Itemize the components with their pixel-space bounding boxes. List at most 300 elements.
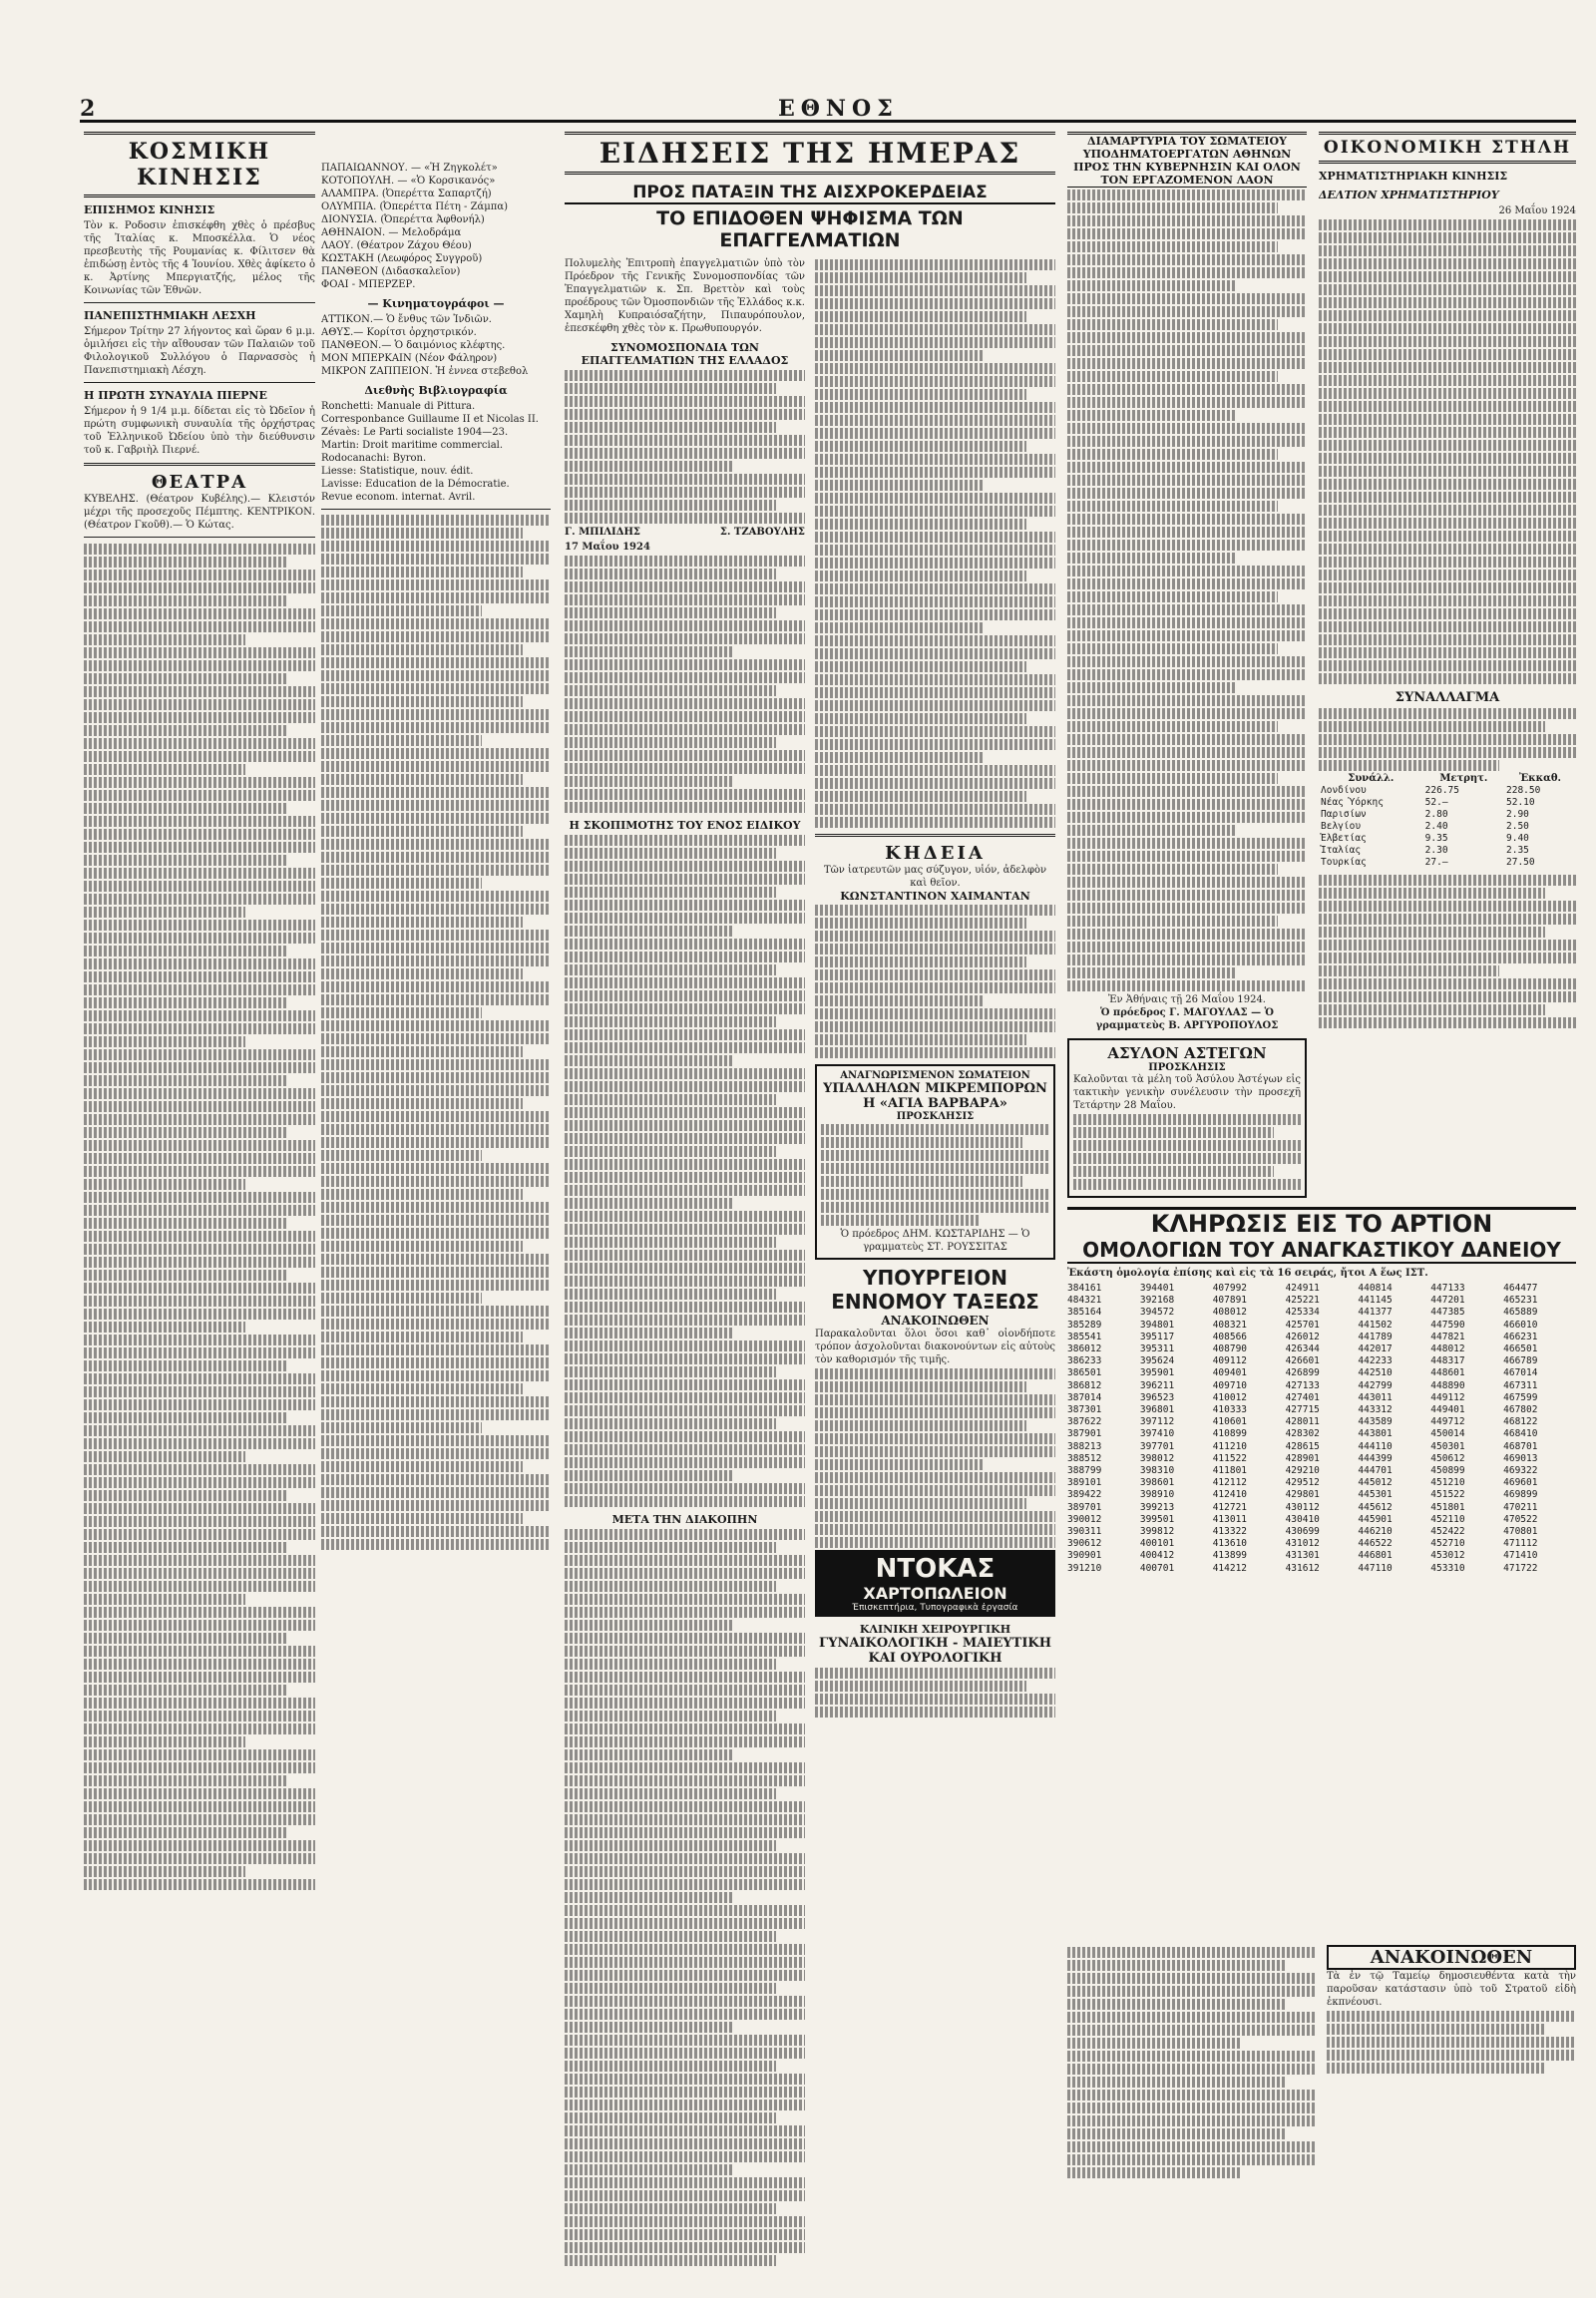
- cinema-list: [321, 313, 551, 378]
- body-text-block: [565, 1529, 805, 2266]
- divider: [84, 463, 315, 466]
- divider: [84, 537, 315, 538]
- notice-heading: ΑΝΑΚΟΙΝΩΘΕΝ: [1327, 1945, 1576, 1970]
- loan-number: 387622: [1067, 1416, 1102, 1428]
- stationery-ad: [815, 1550, 1055, 1617]
- loan-number: 400412: [1139, 1550, 1175, 1562]
- body-text-block: [321, 515, 551, 1550]
- loan-number: 470522: [1503, 1513, 1538, 1525]
- loan-number: 451210: [1430, 1477, 1465, 1489]
- news-kicker: ΕΙΔΗΣΕΙΣ ΤΗΣ ΗΜΕΡΑΣ: [565, 132, 1055, 175]
- loan-number: 431301: [1285, 1550, 1320, 1562]
- fx-cell: 52.—: [1424, 797, 1448, 808]
- body-text-block: [815, 259, 1055, 828]
- news-left-column: [565, 257, 805, 2266]
- loan-number: 397112: [1139, 1416, 1175, 1428]
- body-text-block: [815, 1368, 1055, 1548]
- loan-number: 399812: [1139, 1526, 1175, 1538]
- fx-cell: 2.80: [1424, 809, 1448, 820]
- loan-number: 468701: [1503, 1440, 1538, 1452]
- loan-number: 445612: [1358, 1501, 1393, 1513]
- loan-number: 428901: [1285, 1452, 1320, 1464]
- loan-number: 448890: [1430, 1379, 1465, 1391]
- programme-item: ΠΑΠΑΙΩΑΝΝΟΥ. — «Ἡ Ζηγκολέτ»: [321, 163, 498, 174]
- official-movement-text: Τὸν κ. Ροδοσιν ἐπισκέφθη χθὲς ὁ πρέσβυς τῆς Ἰταλίας κ. Μποσκέλλα. Ὁ νέος πρεσβευτὴς τῆς Ρουμανίας κ. Φίλιτσεν θὰ ἐπιδώσῃ ἐντὸς τῆς 4 Ἰουνίου. Χθὲς ἀφίκετο ὁ κ. Ἀρτίνης Μπεργιατζής, μέλος τῆς Κοινωνίας τῶν Ἐθνῶν.: [84, 220, 315, 296]
- cinema-item: ΑΤΤΙΚΟΝ.— Ὁ ἔνθυς τῶν Ἰνδιῶν.: [321, 314, 492, 325]
- body-text-block: [821, 1124, 1049, 1226]
- body-text-block: [1319, 875, 1576, 1028]
- loan-number: 427133: [1285, 1379, 1320, 1391]
- column-economy: [1319, 132, 1576, 1209]
- fx-row: [1319, 857, 1576, 869]
- loan-number: 450014: [1430, 1428, 1465, 1440]
- loan-number: 386233: [1067, 1355, 1102, 1367]
- society-title: ΚΟΣΜΙΚΗ ΚΙΝΗΣΙΣ: [84, 132, 315, 197]
- bulletin-date: 26 Μαΐου 1924: [1498, 205, 1576, 216]
- loan-number: 385541: [1067, 1331, 1102, 1342]
- newspaper-name: ΕΘΝΟΣ: [778, 96, 899, 122]
- body-text-block: [815, 1668, 1055, 1718]
- loan-number: 413322: [1212, 1526, 1248, 1538]
- fx-cell: 228.50: [1506, 785, 1541, 796]
- loan-number: 464477: [1503, 1283, 1538, 1294]
- loan-title-1: ΚΛΗΡΩΣΙΣ ΕΙΣ ΤΟ ΑΡΤΙΟΝ: [1067, 1207, 1576, 1238]
- loan-number: 408321: [1212, 1319, 1248, 1331]
- loan-number: 398310: [1139, 1465, 1175, 1477]
- body-text-block: [1327, 2011, 1576, 2074]
- loan-number: 388512: [1067, 1452, 1102, 1464]
- loan-number: 449401: [1430, 1404, 1465, 1416]
- loan-number: 385289: [1067, 1319, 1102, 1331]
- asylum-call: ΠΡΟΣΚΛΗΣΙΣ: [1148, 1062, 1226, 1073]
- news-right-column: [815, 257, 1055, 2266]
- bibliography-item: Zévaès: Le Parti socialiste 1904—23.: [321, 427, 509, 438]
- loan-number: 425221: [1285, 1295, 1320, 1307]
- programme-item: ΟΛΥΜΠΙΑ. (Ὀπερέττα Πέτη - Ζάμπα): [321, 201, 509, 212]
- fx-col-header: Ἐκκαθ.: [1518, 773, 1561, 784]
- loan-number: 453310: [1430, 1562, 1465, 1574]
- loan-number: 386012: [1067, 1343, 1102, 1355]
- body-text-block: [84, 544, 315, 1890]
- loan-number: 446522: [1358, 1538, 1393, 1550]
- funeral-name: ΚΩΝΣΤΑΝΤΙΝΟΝ ΧΑΙΜΑΝΤΑΝ: [840, 890, 1030, 903]
- loan-number: 412112: [1212, 1477, 1248, 1489]
- loan-number: 426012: [1285, 1331, 1320, 1342]
- fx-heading: ΣΥΝΑΛΛΑΓΜΑ: [1395, 690, 1500, 705]
- loan-number: 392168: [1139, 1295, 1175, 1307]
- fx-cell: 2.40: [1424, 821, 1448, 832]
- loan-number: 451522: [1430, 1489, 1465, 1501]
- loan-number: 442017: [1358, 1343, 1393, 1355]
- university-club-text: Σήμερον Τρίτην 27 λήγοντος καὶ ὥραν 6 μ.μ. ὁμιλήσει εἰς τὴν αἴθουσαν τῶν Παλαιῶν τοῦ Φιλολογικοῦ Συλλόγου ὁ Παρνασσὸς ἡ Πανεπιστημιακὴ Λέσχη.: [84, 326, 315, 376]
- ministry-text: Παρακαλοῦνται ὅλοι ὅσοι καθ᾿ οἱονδήποτε τρόπον ἀσχολοῦνται διακονούντων εἰς αὐτοὺς τὸν καθορισμόν τῆς τιμῆς.: [815, 1329, 1055, 1365]
- loan-number: 469013: [1503, 1452, 1538, 1464]
- protest-title-1: ΔΙΑΜΑΡΤΥΡΙΑ ΤΟΥ ΣΩΜΑΤΕΙΟΥ: [1067, 132, 1307, 148]
- loan-number: 394572: [1139, 1307, 1175, 1319]
- divider: [815, 834, 1055, 837]
- loan-number: 430112: [1285, 1501, 1320, 1513]
- loan-number: 484321: [1067, 1295, 1102, 1307]
- loan-number: 445012: [1358, 1477, 1393, 1489]
- fx-cell: 9.35: [1424, 833, 1448, 844]
- loan-number: 446210: [1358, 1526, 1393, 1538]
- loan-number: 450301: [1430, 1440, 1465, 1452]
- union-call: ΠΡΟΣΚΛΗΣΙΣ: [896, 1111, 975, 1122]
- signatory-1: Γ. ΜΠΙΛΙΔΗΣ: [565, 527, 640, 538]
- programme-item: ΑΛΑΜΠΡΑ. (Ὀπερέττα Σαπαρτζή): [321, 189, 492, 199]
- loan-number: 469601: [1503, 1477, 1538, 1489]
- loan-number: 467802: [1503, 1404, 1538, 1416]
- loan-number: 430410: [1285, 1513, 1320, 1525]
- loan-number: 400701: [1139, 1562, 1175, 1574]
- specialist-heading: Η ΣΚΟΠΙΜΟΤΗΣ ΤΟΥ ΕΝΟΣ ΕΙΔΙΚΟΥ: [569, 819, 801, 832]
- loan-number: 450612: [1430, 1452, 1465, 1464]
- theatre-text: ΚΥΒΕΛΗΣ. (Θέατρον Κυβέλης).— Κλειστόν μέχρι τῆς προσεχοῦς Πέμπτης. ΚΕΝΤΡΙΚΟΝ. (Θέατρον Γκοῦθ).— Ὁ Κώτας.: [84, 494, 315, 531]
- programme-item: ΑΘΗΝΑΙΟΝ. — Μελοδράμα: [321, 227, 462, 238]
- loan-number: 444110: [1358, 1440, 1393, 1452]
- bibliography-item: Lavisse: Education de la Démocratie.: [321, 479, 510, 490]
- column-news: [565, 132, 1055, 2266]
- loan-number: 468122: [1503, 1416, 1538, 1428]
- fx-cell: Ἰταλίας: [1321, 845, 1362, 856]
- loan-number: 395901: [1139, 1367, 1175, 1379]
- loan-number: 442510: [1358, 1367, 1393, 1379]
- loan-number: 414212: [1212, 1562, 1248, 1574]
- loan-number: 452422: [1430, 1526, 1465, 1538]
- loan-number: 389101: [1067, 1477, 1102, 1489]
- loan-number: 452110: [1430, 1513, 1465, 1525]
- cinema-item: ΠΑΝΘΕΟΝ.— Ὁ δαιμόνιος κλέφτης.: [321, 340, 506, 351]
- loan-title-2: ΟΜΟΛΟΓΙΩΝ ΤΟΥ ΑΝΑΓΚΑΣΤΙΚΟΥ ΔΑΝΕΙΟΥ: [1067, 1238, 1576, 1264]
- loan-number: 407891: [1212, 1295, 1248, 1307]
- loan-number: 467014: [1503, 1367, 1538, 1379]
- loan-number: 408012: [1212, 1307, 1248, 1319]
- bibliography-heading: Διεθνὴς Βιβλιογραφία: [364, 384, 508, 397]
- loan-number: 471112: [1503, 1538, 1538, 1550]
- loan-number: 409401: [1212, 1367, 1248, 1379]
- loan-number: 429210: [1285, 1465, 1320, 1477]
- loan-number: 400101: [1139, 1538, 1175, 1550]
- divider: [84, 382, 315, 383]
- news-lead-text: Πολυμελὴς Ἐπιτροπὴ ἐπαγγελματιῶν ὑπὸ τὸν Πρόεδρον τῆς Γενικῆς Συνομοσπονδίας τῶν Ἐπαγγελματιῶν κ. Σπ. Βρεττὸν καὶ τοὺς προέδρους τῶν Ὀμοσπονδιῶν τῆς Ἑλλάδος κ.κ. Χαμηλὴ Κυπραιόσαζήτην, Πιπαυρόπουλον, ἐπεσκέφθη χθὲς τὸν κ. Πρωθυπουργόν.: [565, 258, 805, 334]
- body-text-block: [565, 556, 805, 813]
- fx-cell: Νέας Ὑόρκης: [1321, 797, 1384, 808]
- loan-number: 391210: [1067, 1562, 1102, 1574]
- fx-cell: Ἑλβετίας: [1321, 833, 1367, 844]
- fx-cell: Βελγίου: [1321, 821, 1362, 832]
- loan-number: 424911: [1285, 1283, 1320, 1294]
- fx-cell: 2.90: [1506, 809, 1529, 820]
- protest-date: Ἐν Ἀθήναις τῇ 26 Μαΐου 1924.: [1108, 994, 1266, 1005]
- loan-number: 396211: [1139, 1379, 1175, 1391]
- loan-number: 398910: [1139, 1489, 1175, 1501]
- loan-number: 399213: [1139, 1501, 1175, 1513]
- cinema-item: ΜΙΚΡΟΝ ΖΑΠΠΕΙΟΝ. Ἡ ἐννεα στεβεθολ: [321, 366, 529, 377]
- loan-number: 447821: [1430, 1331, 1465, 1342]
- loan-number: 468410: [1503, 1428, 1538, 1440]
- concert-heading: Η ΠΡΩΤΗ ΣΥΝΑΥΛΙΑ ΠΙΕΡΝΕ: [84, 389, 267, 402]
- asylum-notice: [1067, 1038, 1307, 1198]
- fx-header-row: [1319, 773, 1576, 785]
- loan-number: 410601: [1212, 1416, 1248, 1428]
- loan-number: 410333: [1212, 1404, 1248, 1416]
- confederation-heading: ΣΥΝΟΜΟΣΠΟΝΔΙΑ ΤΩΝ ΕΠΑΓΓΕΛΜΑΤΙΩΝ ΤΗΣ ΕΛΛΑΔΟΣ: [581, 341, 789, 367]
- loan-number: 395117: [1139, 1331, 1175, 1342]
- loan-number: 426344: [1285, 1343, 1320, 1355]
- protest-title-3: ΠΡΟΣ ΤΗΝ ΚΥΒΕΡΝΗΣΙΝ ΚΑΙ ΟΛΟΝ: [1073, 161, 1301, 174]
- loan-number: 413610: [1212, 1538, 1248, 1550]
- loan-number: 443011: [1358, 1391, 1393, 1403]
- column-programme: [321, 132, 551, 2266]
- programme-item: ΚΩΣΤΑΚΗ (Λεωφόρος Συγγροῦ): [321, 253, 483, 264]
- programme-list: [321, 162, 551, 291]
- asylum-text: Καλοῦνται τὰ μέλη τοῦ Ἀσύλου Ἀστέγων εἰς τακτικὴν γενικὴν συνέλευσιν τὴν προσεχῆ Τετάρτην 28 Μαΐου.: [1073, 1074, 1301, 1111]
- funeral-heading: ΚΗΔΕΙΑ: [885, 843, 986, 864]
- loan-number: 470801: [1503, 1526, 1538, 1538]
- loan-number: 446801: [1358, 1550, 1393, 1562]
- official-movement-heading: ΕΠΙΣΗΜΟΣ ΚΙΝΗΣΙΣ: [84, 203, 215, 216]
- loan-number: 407992: [1212, 1283, 1248, 1294]
- bottom-right-notices: [1067, 1945, 1576, 2244]
- clinic-subtitle: ΚΑΙ ΟΥΡΟΛΟΓΙΚΗ: [868, 1651, 1002, 1666]
- loan-number: 449112: [1430, 1391, 1465, 1403]
- protest-signature: Ὁ πρόεδρος Γ. ΜΑΓΟΥΛΑΣ — Ὁ γραμματεὺς Β. ΑΡΓΥΡΟΠΟΥΛΟΣ: [1095, 1007, 1279, 1031]
- concert-text: Σήμερον ἡ 9 1/4 μ.μ. δίδεται εἰς τὸ Ὠδεῖον ἡ πρώτη συμφωνικὴ συναυλία τῆς ὀρχήστρας τοῦ Ἑλληνικοῦ Ὠδείου ὑπὸ τὴν διεύθυνσιν τοῦ κ. Γαβριὴλ Πιερνέ.: [84, 406, 315, 456]
- loan-number: 428615: [1285, 1440, 1320, 1452]
- notice-text: Τὰ ἐν τῷ Ταμείῳ δημοσιευθέντα κατὰ τὴν παροῦσαν κατάστασιν ὑπὸ τοῦ Στρατοῦ εἰδὴ ἐκπνέουσι.: [1327, 1971, 1576, 2008]
- loan-number: 397410: [1139, 1428, 1175, 1440]
- university-club-heading: ΠΑΝΕΠΙΣΤΗΜΙΑΚΗ ΛΕΣΧΗ: [84, 309, 256, 322]
- loan-number: 442233: [1358, 1355, 1393, 1367]
- fx-cell: 2.30: [1424, 845, 1448, 856]
- loan-number: 398601: [1139, 1477, 1175, 1489]
- decree-date: 17 Μαΐου 1924: [565, 542, 650, 553]
- asylum-heading: ΑΣΥΛΟΝ ΑΣΤΕΓΩΝ: [1107, 1044, 1267, 1062]
- economy-title: ΟΙΚΟΝΟΜΙΚΗ ΣΤΗΛΗ: [1319, 132, 1576, 164]
- loan-number: 443312: [1358, 1404, 1393, 1416]
- fx-table: [1319, 773, 1576, 869]
- body-text-block: [815, 905, 1055, 1058]
- loan-number: 386812: [1067, 1379, 1102, 1391]
- divider: [84, 302, 315, 303]
- cinema-item: ΑΘΥΣ.— Κορίτσι ὀρχηστρικόν.: [321, 327, 477, 338]
- loan-number: 466231: [1503, 1331, 1538, 1342]
- loan-number: 409710: [1212, 1379, 1248, 1391]
- loan-number: 467311: [1503, 1379, 1538, 1391]
- loan-number: 451801: [1430, 1501, 1465, 1513]
- loan-number: 450899: [1430, 1465, 1465, 1477]
- programme-item: ΔΙΟΝΥΣΙΑ. (Ὀπερέττα Ἀφθονήλ): [321, 214, 485, 225]
- loan-number: 397701: [1139, 1440, 1175, 1452]
- loan-number: 441789: [1358, 1331, 1393, 1342]
- loan-number: 445901: [1358, 1513, 1393, 1525]
- loan-number: 413011: [1212, 1513, 1248, 1525]
- loan-number: 444701: [1358, 1465, 1393, 1477]
- fx-cell: 52.10: [1506, 797, 1535, 808]
- fx-col-header: Μετρητ.: [1439, 773, 1488, 784]
- loan-number: 445301: [1358, 1489, 1393, 1501]
- loan-number: 385164: [1067, 1307, 1102, 1319]
- loan-number: 447110: [1358, 1562, 1393, 1574]
- loan-number: 448012: [1430, 1343, 1465, 1355]
- loan-number: 448317: [1430, 1355, 1465, 1367]
- body-text-block: [1073, 1114, 1301, 1190]
- loan-number: 409112: [1212, 1355, 1248, 1367]
- fx-cell: 27.50: [1506, 857, 1535, 868]
- divider: [321, 509, 551, 510]
- loan-number: 441145: [1358, 1295, 1393, 1307]
- loan-number: 412721: [1212, 1501, 1248, 1513]
- loan-number: 465889: [1503, 1307, 1538, 1319]
- union-heading: ΑΝΑΓΝΩΡΙΣΜΕΝΟΝ ΣΩΜΑΤΕΙΟΝ: [840, 1070, 1030, 1081]
- loan-number: 443801: [1358, 1428, 1393, 1440]
- fx-cell: 2.50: [1506, 821, 1529, 832]
- loan-number: 390311: [1067, 1526, 1102, 1538]
- loan-number: 413899: [1212, 1550, 1248, 1562]
- bibliography-list: [321, 400, 551, 504]
- cinema-heading: — Κινηματογράφοι —: [367, 297, 505, 310]
- body-text-block: [1319, 708, 1576, 771]
- loan-number: 452710: [1430, 1538, 1465, 1550]
- loan-number: 453012: [1430, 1550, 1465, 1562]
- body-text-block: [1067, 1945, 1317, 2180]
- union-notice: [815, 1064, 1055, 1260]
- loan-number: 387901: [1067, 1428, 1102, 1440]
- loan-number: 447590: [1430, 1319, 1465, 1331]
- clinic-title: ΓΥΝΑΙΚΟΛΟΓΙΚΗ - ΜΑΙΕΥΤΙΚΗ: [818, 1636, 1052, 1651]
- fx-row: [1319, 845, 1576, 857]
- loan-number: 394401: [1139, 1283, 1175, 1294]
- loan-number: 469322: [1503, 1465, 1538, 1477]
- loan-number: 390612: [1067, 1538, 1102, 1550]
- loan-number: 470211: [1503, 1501, 1538, 1513]
- loan-number: 469899: [1503, 1489, 1538, 1501]
- loan-number: 411522: [1212, 1452, 1248, 1464]
- loan-number: 444399: [1358, 1452, 1393, 1464]
- loan-number: 429512: [1285, 1477, 1320, 1489]
- loan-number: 396523: [1139, 1391, 1175, 1403]
- stationery-ad-line: Ἐπισκεπτήρια, Τυπογραφικὰ ἐργασία: [852, 1603, 1018, 1613]
- programme-item: ΚΟΤΟΠΟΥΛΗ. — «Ὁ Κορσικανός»: [321, 176, 496, 187]
- fx-cell: 27.—: [1424, 857, 1448, 868]
- ministry-heading-3: ΑΝΑΚΟΙΝΩΘΕΝ: [881, 1314, 990, 1328]
- stationery-ad-subtitle: ΧΑΡΤΟΠΩΛΕΙΟΝ: [863, 1584, 1007, 1603]
- loan-number: 428302: [1285, 1428, 1320, 1440]
- fx-cell: Παρισίων: [1321, 809, 1367, 820]
- loan-number: 408790: [1212, 1343, 1248, 1355]
- loan-number: 471722: [1503, 1562, 1538, 1574]
- loan-lottery: [1067, 1207, 1576, 1725]
- loan-number: 447385: [1430, 1307, 1465, 1319]
- loan-number: 410899: [1212, 1428, 1248, 1440]
- programme-item: ΦΟΑΙ - ΜΠΕΡΖΕΡ.: [321, 279, 416, 290]
- signatory-2: Σ. ΤΖΑΒΟΥΛΗΣ: [719, 527, 805, 538]
- bond-quotes-block: [1319, 219, 1576, 684]
- fx-row: [1319, 797, 1576, 809]
- loan-number: 466789: [1503, 1355, 1538, 1367]
- loan-number: 447201: [1430, 1295, 1465, 1307]
- after-break-heading: ΜΕΤΑ ΤΗΝ ΔΙΑΚΟΠΗΝ: [611, 1513, 758, 1526]
- stationery-ad-title: ΝΤΟΚΑΣ: [875, 1554, 996, 1584]
- fx-row: [1319, 785, 1576, 797]
- loan-number: 425334: [1285, 1307, 1320, 1319]
- loan-number: 442799: [1358, 1379, 1393, 1391]
- loan-number: 441377: [1358, 1307, 1393, 1319]
- loan-number: 399501: [1139, 1513, 1175, 1525]
- loan-number: 441502: [1358, 1319, 1393, 1331]
- loan-number: 411210: [1212, 1440, 1248, 1452]
- loan-number: 384161: [1067, 1283, 1102, 1294]
- loan-number: 443589: [1358, 1416, 1393, 1428]
- fx-cell: 9.40: [1506, 833, 1529, 844]
- loan-number: 466010: [1503, 1319, 1538, 1331]
- fx-cell: 226.75: [1424, 785, 1459, 796]
- programme-item: ΛΑΟΥ. (Θέατρον Ζάχου Θέου): [321, 240, 472, 251]
- loan-number: 447133: [1430, 1283, 1465, 1294]
- loan-number: 388213: [1067, 1440, 1102, 1452]
- loan-number: 410012: [1212, 1391, 1248, 1403]
- loan-number: 390901: [1067, 1550, 1102, 1562]
- bibliography-item: Martin: Droit maritime commercial.: [321, 440, 504, 451]
- body-text-block: [565, 370, 805, 524]
- loan-number: 440814: [1358, 1283, 1393, 1294]
- loan-number: 429801: [1285, 1489, 1320, 1501]
- loan-number: 411801: [1212, 1465, 1248, 1477]
- fx-row: [1319, 809, 1576, 821]
- bibliography-item: Revue econom. internat. Avril.: [321, 492, 476, 503]
- fx-row: [1319, 833, 1576, 845]
- body-text-block: [565, 835, 805, 1507]
- loan-number: 448601: [1430, 1367, 1465, 1379]
- bibliography-item: Corresponbance Guillaume II et Nicolas II.: [321, 414, 539, 425]
- fx-cell: Τουρκίας: [1321, 857, 1367, 868]
- loan-number: 398012: [1139, 1452, 1175, 1464]
- column-society: [84, 132, 315, 2266]
- loan-number: 430699: [1285, 1526, 1320, 1538]
- programme-item: ΠΑΝΘΕΟΝ (Διδασκαλεῖον): [321, 266, 461, 277]
- fx-row: [1319, 821, 1576, 833]
- loan-number: 390012: [1067, 1513, 1102, 1525]
- loan-number: 389422: [1067, 1489, 1102, 1501]
- ministry-heading-1: ΥΠΟΥΡΓΕΙΟΝ: [863, 1266, 1007, 1290]
- loan-number: 389701: [1067, 1501, 1102, 1513]
- loan-number: 467599: [1503, 1391, 1538, 1403]
- loan-number: 427715: [1285, 1404, 1320, 1416]
- masthead: [80, 96, 1576, 123]
- loan-number: 449712: [1430, 1416, 1465, 1428]
- loan-number-grid: [1067, 1283, 1576, 1575]
- protest-title-4: ΤΟΝ ΕΡΓΑΖΟΜΕΝΟΝ ΛΑΟΝ: [1067, 174, 1307, 188]
- economy-subtitle: ΧΡΗΜΑΤΙΣΤΗΡΙΑΚΗ ΚΙΝΗΣΙΣ: [1319, 170, 1508, 183]
- union-name: ΥΠΑΛΛΗΛΩΝ ΜΙΚΡΕΜΠΟΡΩΝ: [823, 1081, 1047, 1096]
- fx-cell: Λονδίνου: [1321, 785, 1367, 796]
- loan-number: 395311: [1139, 1343, 1175, 1355]
- clinic-heading: ΚΛΙΝΙΚΗ ΧΕΙΡΟΥΡΓΙΚΗ: [859, 1623, 1011, 1636]
- union-signature: Ὁ πρόεδρος ΔΗΜ. ΚΩΣΤΑΡΙΔΗΣ — Ὁ γραμματεὺς ΣΤ. ΡΟΥΣΣΙΤΑΣ: [840, 1229, 1030, 1253]
- loan-number: 466501: [1503, 1343, 1538, 1355]
- ministry-heading-2: ΕΝΝΟΜΟΥ ΤΑΞΕΩΣ: [831, 1290, 1039, 1314]
- bibliography-item: Ronchetti: Manuale di Pittura.: [321, 401, 476, 412]
- loan-number: 425701: [1285, 1319, 1320, 1331]
- loan-number: 431612: [1285, 1562, 1320, 1574]
- loan-number: 431012: [1285, 1538, 1320, 1550]
- loan-note: Ἐκάστη ὁμολογία ἐπίσης καὶ εἰς τὰ 16 σειράς, ἤτοι Α ἕως ΙΣΤ.: [1067, 1268, 1428, 1279]
- loan-number: 387014: [1067, 1391, 1102, 1403]
- news-title-2: ΤΟ ΕΠΙΔΟΘΕΝ ΨΗΦΙΣΜΑ ΤΩΝ ΕΠΑΓΓΕΛΜΑΤΙΩΝ: [656, 207, 964, 251]
- loan-number: 408566: [1212, 1331, 1248, 1342]
- bibliography-item: Rodocanachi: Byron.: [321, 453, 427, 464]
- fx-col-header: Συνάλλ.: [1348, 773, 1395, 784]
